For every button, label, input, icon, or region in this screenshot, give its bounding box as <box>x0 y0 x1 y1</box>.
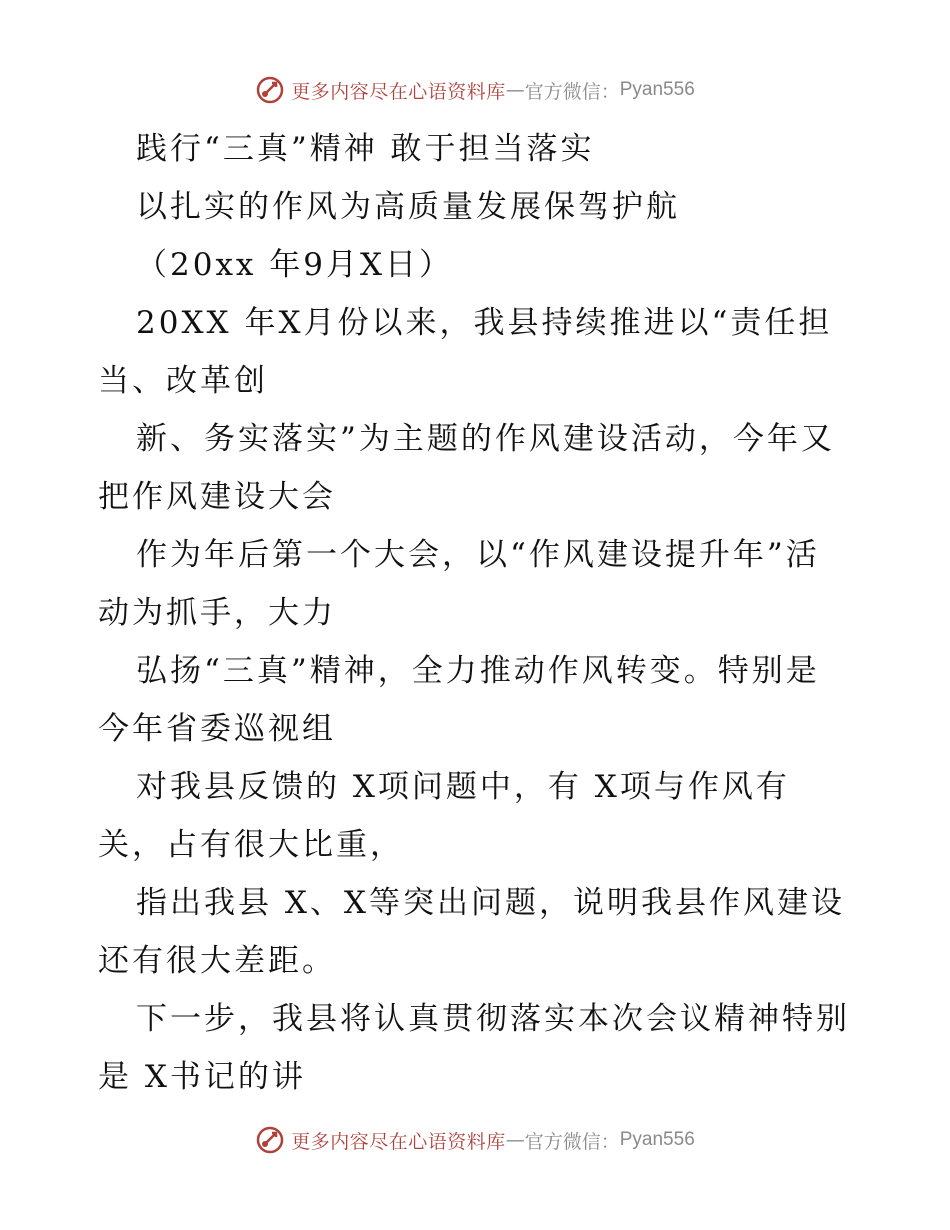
doc-line: 今年省委巡视组 <box>98 711 336 747</box>
watermark-title: 更多内容尽在心语资料库 <box>291 80 506 103</box>
doc-line: 新、务实落实”为主题的作风建设活动，今年又 <box>136 421 835 457</box>
header-watermark <box>0 70 950 110</box>
watermark-dash: — <box>505 1129 525 1151</box>
doc-line: （20xx 年9月X日） <box>136 247 454 283</box>
doc-line: 下一步，我县将认真贯彻落实本次会议精神特别 <box>136 1001 850 1037</box>
watermark-wechat-id: Pyan556 <box>619 79 695 100</box>
watermark-dash: — <box>505 79 525 101</box>
watermark-title: 更多内容尽在心语资料库 <box>291 1130 506 1153</box>
doc-line: 关，占有很大比重， <box>98 827 404 863</box>
doc-line: 动为抓手，大力 <box>98 595 336 631</box>
logo-icon <box>255 75 285 105</box>
doc-line: 指出我县 X、X等突出问题，说明我县作风建设 <box>136 885 845 921</box>
doc-line: 把作风建设大会 <box>98 479 336 515</box>
doc-line: 作为年后第一个大会，以“作风建设提升年”活 <box>136 537 820 573</box>
watermark-wechat-label: 官方微信： <box>524 1130 620 1153</box>
footer-watermark <box>0 1120 950 1160</box>
logo-icon <box>255 1125 285 1155</box>
doc-line: 以扎实的作风为高质量发展保驾护航 <box>136 189 680 225</box>
doc-line: 弘扬“三真”精神，全力推动作风转变。特别是 <box>136 653 820 689</box>
watermark-wechat-label: 官方微信： <box>524 80 620 103</box>
doc-line: 对我县反馈的 X项问题中，有 X项与作风有 <box>136 769 790 805</box>
doc-line: 是 X书记的讲 <box>98 1059 306 1095</box>
doc-line: 践行“三真”精神 敢于担当落实 <box>136 131 595 167</box>
doc-line: 还有很大差距。 <box>98 943 336 979</box>
doc-line: 20XX 年X月份以来，我县持续推进以“责任担 <box>136 305 833 341</box>
watermark-wechat-id: Pyan556 <box>619 1129 695 1150</box>
document-body <box>98 120 858 1106</box>
doc-line: 当、改革创 <box>98 363 268 399</box>
